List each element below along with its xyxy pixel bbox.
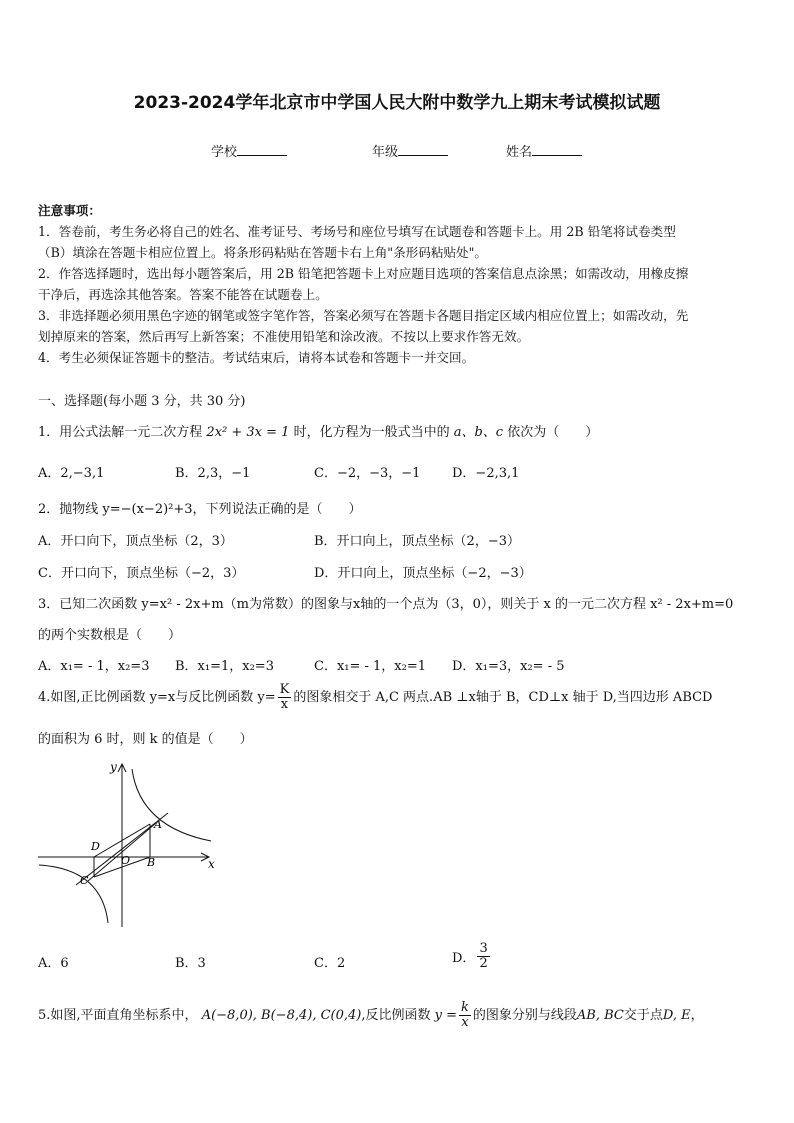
q5-func-prefix: y = — [434, 1008, 457, 1023]
notice-line: （B）填涂在答题卡相应位置上。将条形码粘贴在答题卡右上角"条形码粘贴处"。 — [38, 245, 488, 260]
q1-equation: 2x² + 3x = 1 — [206, 425, 290, 440]
q4-fraction — [278, 683, 292, 712]
hyperbola-branch-lower — [39, 865, 108, 923]
q1-option-d: D．−2,3,1 — [452, 466, 520, 481]
grade-blank — [398, 144, 448, 156]
q4-pre: 4.如图,正比例函数 y=x与反比例函数 y= — [38, 690, 276, 705]
page-title: 2023-2024学年北京市中学国人民大附中数学九上期末考试模拟试题 — [133, 93, 661, 113]
q4-option-c: C．2 — [314, 956, 346, 971]
name-field — [506, 141, 582, 160]
grade-label: 年级 — [372, 145, 399, 160]
grade-field — [372, 141, 448, 160]
q4-option-a: A．6 — [38, 956, 69, 971]
school-field — [211, 141, 287, 160]
question-3-stem-line1: 3．已知二次函数 y=x² - 2x+m（m为常数）的图象与x轴的一个点为（3，0），则关于 x 的一元二次方程 x² - 2x+m=0 — [38, 597, 734, 612]
q2-option-a: A．开口向下，顶点坐标（2，3） — [38, 534, 233, 549]
q5-pre: 5.如图,平面直角坐标系中， — [38, 1008, 198, 1023]
notice-line: 1．答卷前，考生务必将自己的姓名、准考证号、考场号和座位号填写在试题卷和答题卡上。用 2B 铅笔将试卷类型 — [38, 224, 676, 239]
notice-line: 2．作答选择题时，选出每小题答案后，用 2B 铅笔把答题卡上对应题目选项的答案信息点涂黑；如需改动，用橡皮擦 — [38, 266, 689, 281]
q5-post: 的图象分别与线段 — [472, 1008, 577, 1023]
q1-post: 依次为（ ） — [507, 425, 599, 440]
name-blank — [532, 144, 582, 156]
q1-option-a: A．2,−3,1 — [38, 466, 105, 481]
q5-frac-den: x — [461, 1015, 469, 1030]
question-1-stem — [38, 421, 598, 440]
q2-option-d: D．开口向上，顶点坐标（−2，−3） — [314, 566, 532, 581]
q4-option-d — [452, 942, 492, 971]
question-3-stem-line2: 的两个实数根是（ ） — [38, 628, 182, 643]
figure-label: D — [91, 840, 100, 853]
notice-line: 4．考生必须保证答题卡的整洁。考试结束后，请将本试卷和答题卡一并交回。 — [38, 350, 475, 365]
q5-frac-num: k — [461, 1000, 469, 1015]
q3-option-d: D．x₁=3，x₂= - 5 — [452, 659, 565, 674]
q4-figure — [36, 757, 226, 932]
q5-end: 交于点 — [623, 1008, 663, 1023]
question-4-stem-line2: 的面积为 6 时，则 k 的值是（ ） — [38, 732, 253, 747]
question-2-stem: 2．抛物线 y=−(x−2)²+3，下列说法正确的是（ ） — [38, 502, 362, 517]
figure-label: B — [147, 856, 156, 869]
q4-option-d-num: 3 — [479, 941, 488, 956]
q5-mid: ,反比例函数 — [361, 1008, 431, 1023]
q4-option-d-den: 2 — [479, 956, 488, 971]
q5-fraction — [459, 1001, 471, 1030]
figure-label: x — [208, 857, 215, 871]
school-label: 学校 — [211, 145, 238, 160]
q3-option-b: B．x₁=1，x₂=3 — [175, 659, 274, 674]
figure-label: O — [121, 854, 131, 867]
q3-option-c: C．x₁= - 1，x₂=1 — [314, 659, 427, 674]
question-4-stem-line1 — [38, 683, 712, 712]
q5-intersection-points: D, E — [662, 1008, 691, 1023]
notice-line: 3．非选择题必须用黑色字迹的钢笔或签字笔作答，答案必须写在答题卡各题目指定区域内相应位置上；如需改动，先 — [38, 308, 689, 323]
figure-label: A — [154, 818, 162, 831]
q1-option-c: C．−2，−3，−1 — [314, 466, 421, 481]
notice-line: 划掉原来的答案，然后再写上新答案；不准使用铅笔和涂改液。不按以上要求作答无效。 — [38, 329, 530, 344]
q5-tail: ， — [690, 1008, 704, 1023]
q2-option-c: C．开口向下，顶点坐标（−2，3） — [38, 566, 245, 581]
q4-option-b: B．3 — [175, 956, 206, 971]
q5-points: A(−8,0), B(−8,4), C(0,4) — [201, 1008, 362, 1023]
q3-option-a: A．x₁= - 1，x₂=3 — [38, 659, 150, 674]
q5-segments: AB, BC — [576, 1008, 624, 1023]
q4-option-d-fraction — [477, 942, 489, 971]
notice-line: 干净后，再选涂其他答案。答案不能答在试题卷上。 — [38, 287, 328, 302]
question-5-stem — [38, 1001, 704, 1030]
figure-label: C — [80, 874, 89, 887]
q4-frac-den: x — [280, 697, 289, 712]
name-label: 姓名 — [506, 145, 533, 160]
q1-pre: 1．用公式法解一元二次方程 — [38, 425, 203, 440]
notice-heading: 注意事项： — [38, 203, 101, 218]
q4-option-d-prefix: D． — [452, 951, 476, 966]
hyperbola-branch-upper — [132, 769, 211, 841]
q4-post: 的图象相交于 A,C 两点.AB ⊥x轴于 B，CD⊥x 轴于 D,当四边形 ABCD — [293, 690, 713, 705]
q1-option-b: B．2,3，−1 — [175, 466, 251, 481]
q4-frac-num: K — [279, 682, 290, 697]
q2-option-b: B．开口向上，顶点坐标（2，−3） — [314, 534, 520, 549]
figure-label: y — [110, 760, 117, 774]
school-blank — [237, 144, 287, 156]
q1-mid: 时，化方程为一般式当中的 — [293, 425, 450, 440]
q1-vars: a、b、c — [453, 425, 504, 440]
section-heading: 一、选择题(每小题 3 分，共 30 分) — [38, 394, 246, 409]
